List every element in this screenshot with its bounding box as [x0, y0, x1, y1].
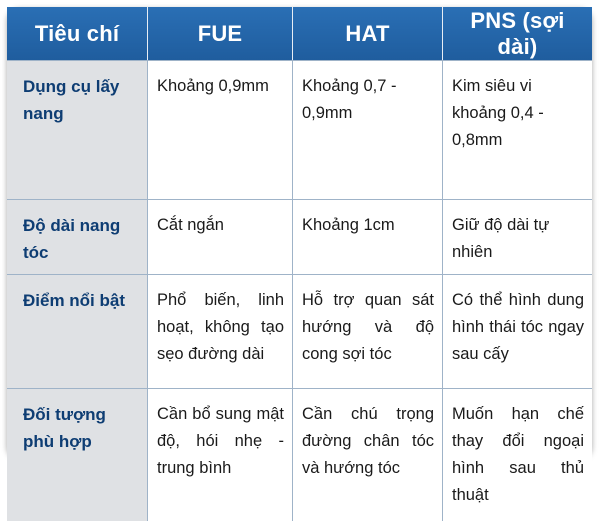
table-row: [7, 388, 592, 521]
comparison-table-frame: [7, 7, 592, 504]
header-fue: FUE: [148, 7, 293, 60]
row-label: Đối tượng phù hợp: [7, 388, 148, 521]
cell-hat: Khoảng 0,7 - 0,9mm: [293, 60, 443, 199]
table-row: [7, 60, 592, 199]
cell-pns: Có thể hình dung hình thái tóc ngay sau cấy: [443, 274, 592, 388]
cell-fue: Khoảng 0,9mm: [148, 60, 293, 199]
cell-fue: Cắt ngắn: [148, 199, 293, 274]
comparison-table: [7, 7, 592, 521]
cell-hat: Khoảng 1cm: [293, 199, 443, 274]
row-label: Độ dài nang tóc: [7, 199, 148, 274]
table-row: [7, 199, 592, 274]
cell-fue: Phổ biến, linh hoạt, không tạo sẹo đường dài: [148, 274, 293, 388]
header-pns: PNS (sợi dài): [443, 7, 592, 60]
cell-hat: Hỗ trợ quan sát hướng và độ cong sợi tóc: [293, 274, 443, 388]
row-label: Dụng cụ lấy nang: [7, 60, 148, 199]
cell-pns: Giữ độ dài tự nhiên: [443, 199, 592, 274]
cell-hat: Cần chú trọng đường chân tóc và hướng tóc: [293, 388, 443, 521]
header-hat: HAT: [293, 7, 443, 60]
table-row: [7, 274, 592, 388]
header-criteria: Tiêu chí: [7, 7, 148, 60]
cell-pns: Muốn hạn chế thay đổi ngoại hình sau thủ thuật: [443, 388, 592, 521]
cell-fue: Cần bổ sung mật độ, hói nhẹ - trung bình: [148, 388, 293, 521]
cell-pns: Kim siêu vi khoảng 0,4 - 0,8mm: [443, 60, 592, 199]
header-row: [7, 7, 592, 60]
row-label: Điểm nổi bật: [7, 274, 148, 388]
